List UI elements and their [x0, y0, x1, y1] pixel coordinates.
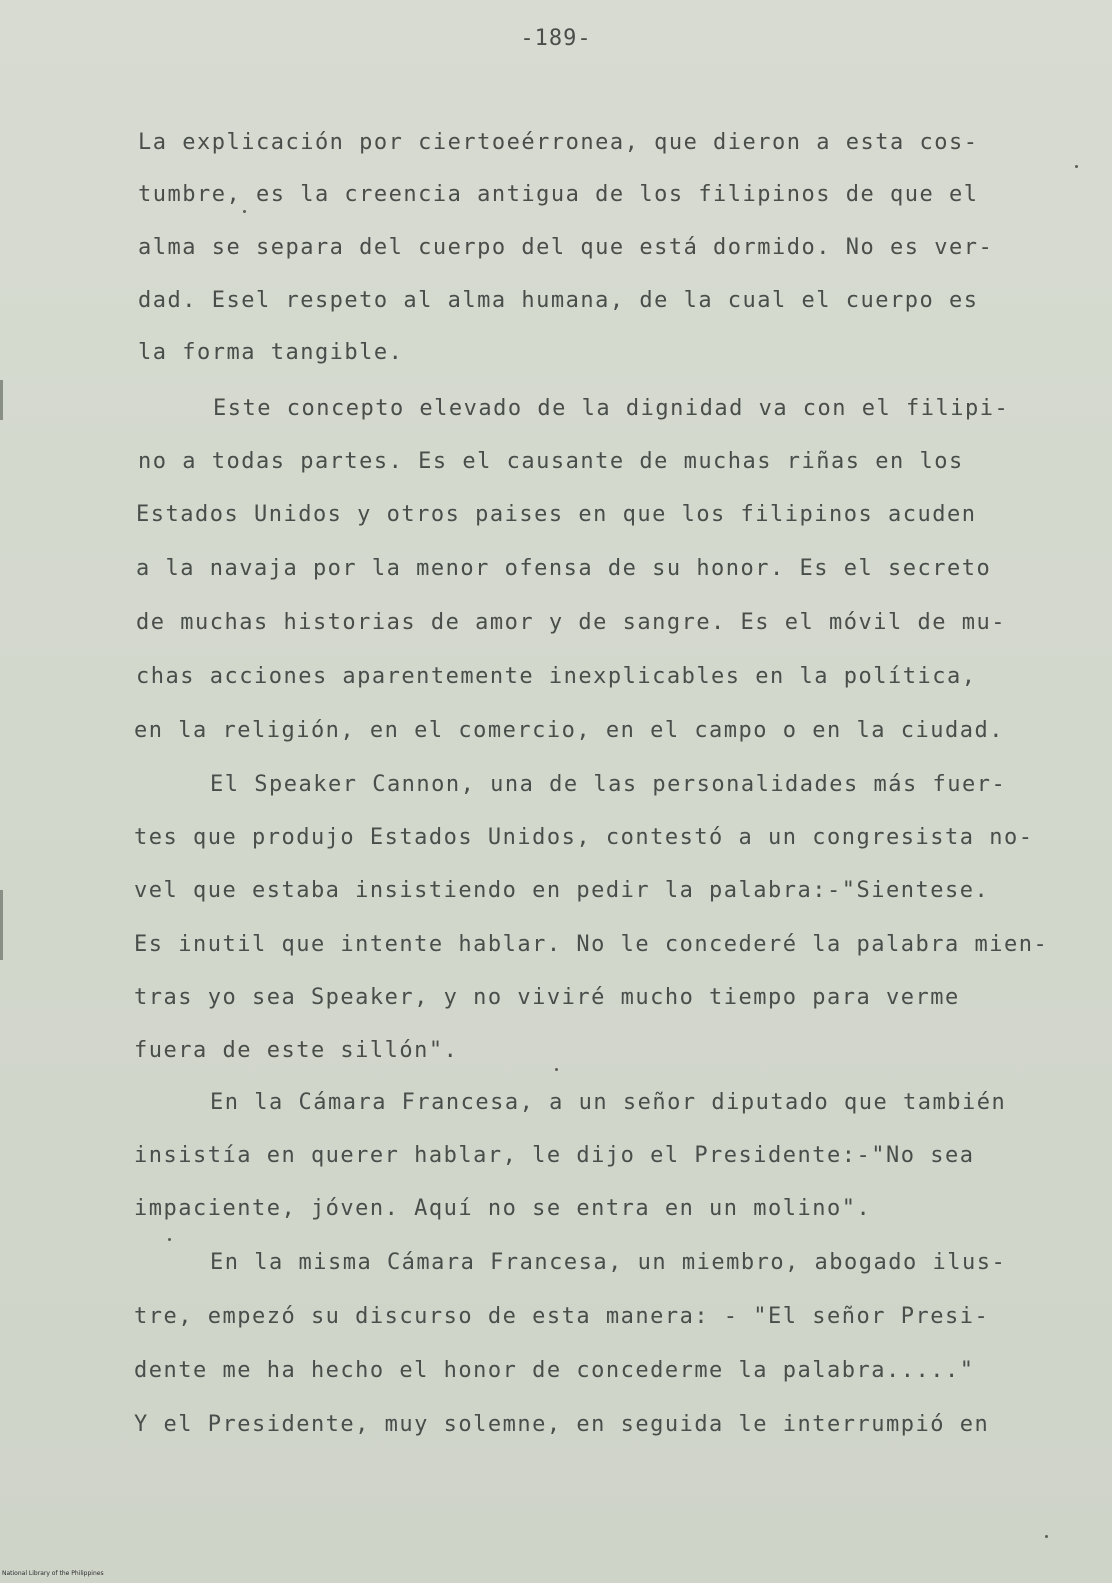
- text-line: a la navaja por la menor ofensa de su honor. Es el secreto: [136, 556, 992, 581]
- text-line: en la religión, en el comercio, en el campo o en la ciudad.: [134, 718, 1004, 743]
- text-line: dente me ha hecho el honor de concederme la palabra.....": [134, 1358, 975, 1383]
- text-line: dad. Esel respeto al alma humana, de la cual el cuerpo es: [138, 288, 979, 313]
- text-line: Este concepto elevado de la dignidad va con el filipi-: [213, 396, 1010, 421]
- text-line: tre, empezó su discurso de esta manera: - "El señor Presi-: [134, 1304, 990, 1329]
- scan-edge-mark: [0, 890, 3, 960]
- text-line: fuera de este sillón".: [134, 1038, 459, 1063]
- library-credit: National Library of the Philippines: [2, 1570, 104, 1577]
- text-line: no a todas partes. Es el causante de muchas riñas en los: [138, 449, 964, 474]
- text-line: de muchas historias de amor y de sangre. Es el móvil de mu-: [136, 610, 1006, 635]
- text-line: tras yo sea Speaker, y no viviré mucho tiempo para verme: [134, 985, 960, 1010]
- text-line: En la Cámara Francesa, a un señor diputado que también: [210, 1090, 1007, 1115]
- text-line: El Speaker Cannon, una de las personalidades más fuer-: [210, 772, 1007, 797]
- text-line: Y el Presidente, muy solemne, en seguida le interrumpió en: [134, 1412, 990, 1437]
- scan-edge-mark: [0, 380, 3, 420]
- paper-speck: [1045, 1535, 1048, 1538]
- page-number: -189-: [520, 26, 592, 51]
- text-line: la forma tangible.: [138, 340, 404, 365]
- text-line: vel que estaba insistiendo en pedir la palabra:-"Sientese.: [134, 878, 990, 903]
- text-line: tumbre, es la creencia antigua de los filipinos de que el: [138, 182, 979, 207]
- text-line: Estados Unidos y otros paises en que los filipinos acuden: [136, 502, 977, 527]
- text-line: chas acciones aparentemente inexplicables en la política,: [136, 664, 977, 689]
- paper-speck: [243, 210, 246, 213]
- paper-speck: [1075, 165, 1078, 168]
- text-line: La explicación por ciertoeérronea, que dieron a esta cos-: [138, 130, 979, 155]
- text-line: alma se separa del cuerpo del que está dormido. No es ver-: [138, 235, 994, 260]
- text-line: insistía en querer hablar, le dijo el Presidente:-"No sea: [134, 1143, 975, 1168]
- text-line: impaciente, jóven. Aquí no se entra en un molino".: [134, 1196, 872, 1221]
- text-line: Es inutil que intente hablar. No le concederé la palabra mien-: [134, 932, 1049, 957]
- paper-speck: [168, 1238, 171, 1241]
- text-line: En la misma Cámara Francesa, un miembro, abogado ilus-: [210, 1250, 1007, 1275]
- text-line: tes que produjo Estados Unidos, contestó a un congresista no-: [134, 825, 1034, 850]
- paper-speck: [555, 1068, 558, 1071]
